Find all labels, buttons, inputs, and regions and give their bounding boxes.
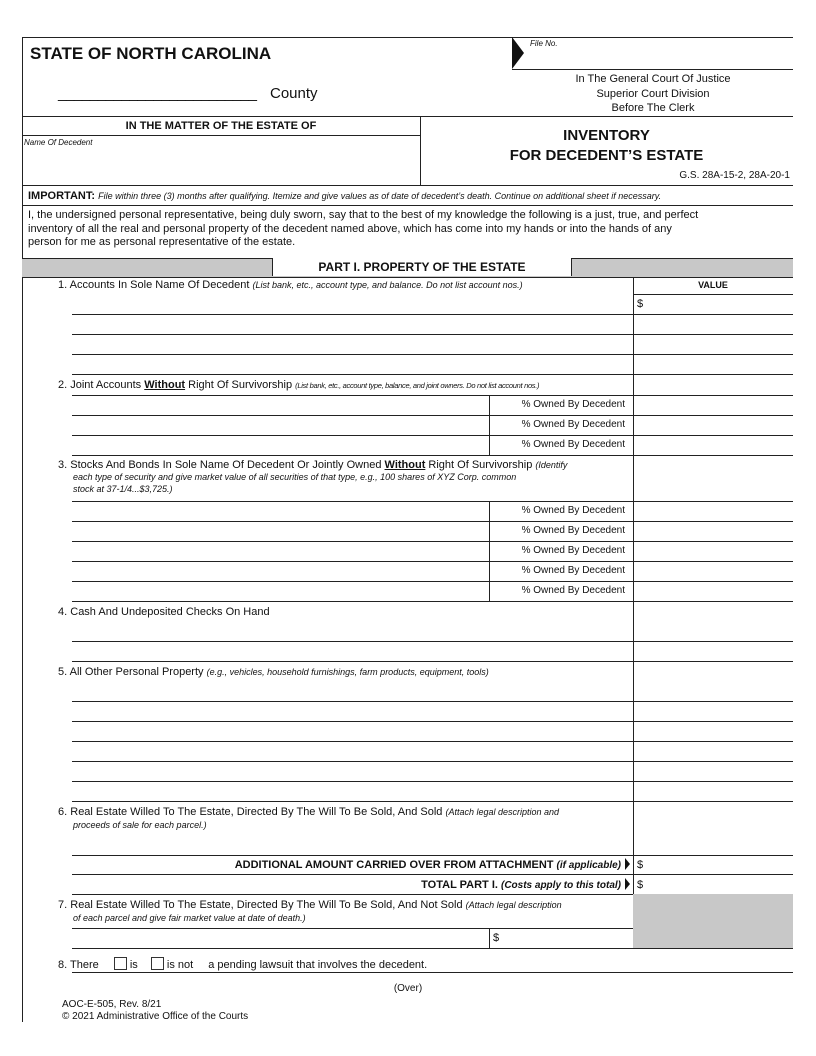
rule-line bbox=[72, 761, 793, 762]
rule-line bbox=[72, 455, 793, 456]
additional-amount-label: ADDITIONAL AMOUNT CARRIED OVER FROM ATTACHMENT (if applicable) bbox=[234, 859, 621, 871]
arrow-icon bbox=[625, 858, 630, 870]
rule-line bbox=[633, 294, 793, 295]
rule-line bbox=[22, 37, 793, 38]
file-no-field[interactable] bbox=[528, 44, 790, 66]
rule-line bbox=[72, 948, 793, 949]
rule-line bbox=[22, 205, 793, 206]
rule-line bbox=[72, 374, 793, 375]
item-2: 2. Joint Accounts Without Right Of Survivorship (List bank, etc., account type, balance, and joint owners. Do not list account nos.) bbox=[58, 379, 540, 391]
arrow-icon bbox=[625, 878, 630, 890]
owned-by-decedent-label: % Owned By Decedent bbox=[521, 399, 625, 410]
decedent-name-label: Name Of Decedent bbox=[24, 138, 93, 147]
important-label: IMPORTANT: bbox=[28, 190, 96, 202]
file-no-label: File No. bbox=[530, 39, 558, 48]
rule-line bbox=[22, 116, 793, 117]
rule-line bbox=[22, 135, 420, 136]
state-title: STATE OF NORTH CAROLINA bbox=[30, 44, 272, 63]
value-header: VALUE bbox=[698, 280, 728, 290]
rule-line bbox=[72, 415, 793, 416]
entry-field[interactable] bbox=[72, 316, 632, 334]
oath-line: inventory of all the real and personal property of the decedent named above, which has come into my hands or into the hands of any bbox=[28, 222, 672, 235]
dollar-sign: $ bbox=[637, 859, 644, 871]
dollar-sign: $ bbox=[493, 932, 500, 944]
item-6: 6. Real Estate Willed To The Estate, Directed By The Will To Be Sold, And Sold (Attach legal description and proceeds of sale for each parcel.) bbox=[58, 806, 560, 830]
item-5: 5. All Other Personal Property (e.g., vehicles, household furnishings, farm products, equipment, tools) bbox=[58, 666, 489, 678]
shaded-cell bbox=[633, 894, 793, 948]
rule-line bbox=[72, 721, 793, 722]
entry-field[interactable] bbox=[634, 296, 792, 314]
rule-line bbox=[72, 521, 793, 522]
rule-line bbox=[72, 354, 793, 355]
item-7: 7. Real Estate Willed To The Estate, Directed By The Will To Be Sold, And Not Sold (Attach legal description of each parcel and give fair market value at date of death.) bbox=[58, 899, 562, 923]
rule-line bbox=[72, 801, 793, 802]
form-title bbox=[420, 126, 793, 166]
rule-line bbox=[72, 741, 793, 742]
form-number: AOC-E-505, Rev. 8/21 bbox=[62, 999, 162, 1010]
over-label: (Over) bbox=[393, 983, 423, 994]
oath-line: I, the undersigned personal representative, being duly sworn, say that to the best of my knowledge the following is a just, true, and perfect bbox=[28, 209, 699, 221]
item-4: 4. Cash And Undeposited Checks On Hand bbox=[58, 606, 270, 618]
entry-field[interactable] bbox=[72, 356, 632, 374]
item-1: 1. Accounts In Sole Name Of Decedent (List bank, etc., account type, and balance. Do not list account nos.) bbox=[58, 279, 523, 291]
form-title-line1: INVENTORY bbox=[563, 127, 650, 144]
court-line: Before The Clerk bbox=[611, 102, 695, 114]
rule-line bbox=[72, 855, 793, 856]
file-no-arrow-icon bbox=[512, 37, 524, 69]
dollar-sign: $ bbox=[637, 879, 644, 891]
rule-line bbox=[72, 314, 793, 315]
decedent-name-field[interactable] bbox=[24, 150, 416, 178]
owned-by-decedent-label: % Owned By Decedent bbox=[521, 525, 625, 536]
court-line: In The General Court Of Justice bbox=[575, 73, 731, 85]
is-checkbox[interactable]: is bbox=[114, 959, 138, 971]
county-label: County bbox=[270, 85, 318, 102]
owned-by-decedent-label: % Owned By Decedent bbox=[521, 439, 625, 450]
rule-line bbox=[72, 395, 793, 396]
owned-by-decedent-label: % Owned By Decedent bbox=[521, 419, 625, 430]
rule-line bbox=[72, 874, 793, 875]
copyright: © 2021 Administrative Office of the Courts bbox=[62, 1011, 249, 1022]
county-field[interactable]: _________________________ bbox=[58, 85, 257, 102]
total-part1-label: TOTAL PART I. (Costs apply to this total) bbox=[421, 879, 621, 891]
rule-line bbox=[72, 561, 793, 562]
court-line: Superior Court Division bbox=[596, 87, 710, 100]
rule-line bbox=[72, 928, 633, 929]
item-8: 8. There is is not a pending lawsuit that involves the decedent. bbox=[58, 959, 428, 971]
column-line bbox=[489, 928, 490, 948]
oath-text bbox=[28, 209, 698, 250]
item-3: 3. Stocks And Bonds In Sole Name Of Decedent Or Jointly Owned Without Right Of Survivorship (Identify each type of security and give market value of all securities of that type, e.g., 100 shares of XYZ Corp. common stock at 37-1/4...$3,725.) bbox=[58, 459, 568, 494]
statute-ref: G.S. 28A-15-2, 28A-20-1 bbox=[679, 170, 790, 181]
court-info bbox=[513, 72, 793, 116]
rule-line bbox=[72, 581, 793, 582]
rule-line bbox=[72, 641, 793, 642]
important-notice bbox=[28, 190, 661, 202]
form-title-line2: FOR DECEDENT’S ESTATE bbox=[509, 147, 704, 164]
important-text: File within three (3) months after qualifying. Itemize and give values as of date of decedent’s death. Continue on additional sheet if necessary. bbox=[98, 191, 662, 201]
rule-line bbox=[72, 601, 793, 602]
entry-field[interactable] bbox=[72, 336, 632, 354]
owned-by-decedent-label: % Owned By Decedent bbox=[521, 545, 625, 556]
rule-line bbox=[72, 972, 793, 973]
rule-line bbox=[72, 435, 793, 436]
owned-by-decedent-label: % Owned By Decedent bbox=[521, 505, 625, 516]
rule-line bbox=[72, 541, 793, 542]
rule-line bbox=[72, 701, 793, 702]
rule-line bbox=[72, 334, 793, 335]
owned-by-decedent-label: % Owned By Decedent bbox=[521, 565, 625, 576]
part1-title: PART I. PROPERTY OF THE ESTATE bbox=[272, 258, 572, 276]
rule-line bbox=[72, 661, 793, 662]
is-not-checkbox[interactable]: is not bbox=[151, 959, 193, 971]
rule-line bbox=[72, 781, 793, 782]
entry-field[interactable] bbox=[72, 296, 632, 314]
matter-label: IN THE MATTER OF THE ESTATE OF bbox=[125, 120, 317, 132]
dollar-sign: $ bbox=[637, 298, 644, 310]
rule-line bbox=[22, 185, 793, 186]
oath-line: person for me as personal representative of the estate. bbox=[28, 236, 296, 248]
owned-by-decedent-label: % Owned By Decedent bbox=[521, 585, 625, 596]
rule-line bbox=[72, 501, 793, 502]
rule-line bbox=[512, 69, 793, 70]
